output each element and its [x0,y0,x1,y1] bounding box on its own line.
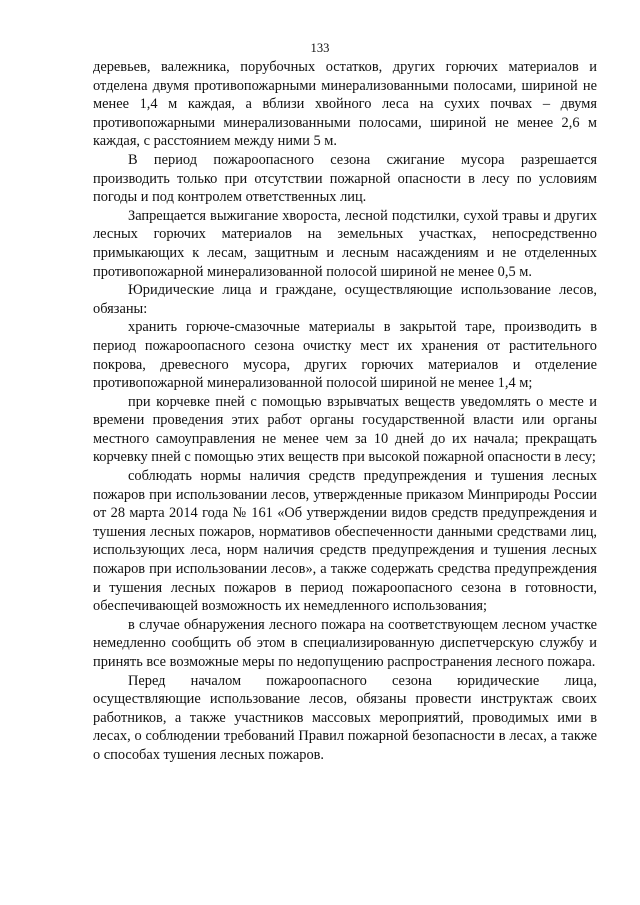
paragraph-instruction: Перед началом пожароопасного сезона юридические лица, осуществляющие использование лесов, обязаны провести инструктаж своих работников, а также участников массовых мероприятий, проводимых ими в лесах, о соблюдении требований Правил пожарной безопасности в лесах, а также о способах тушения лесных пожаров. [93,672,597,763]
list-item-stump-removal: при корчевке пней с помощью взрывчатых веществ уведомлять о месте и времени проведения этих работ органы государственной власти или органы местного самоуправления не менее чем за 10 дней до их начала; прекращать корчевку пней с помощью этих веществ при высокой пожарной опасности в лесу; [93,393,597,466]
paragraph-obligations-intro: Юридические лица и граждане, осуществляющие использование лесов, обязаны: [93,282,597,317]
list-item-equipment-norms: соблюдать нормы наличия средств предупреждения и тушения лесных пожаров при использовании лесов, утвержденные приказом Минприроды России от 28 марта 2014 года № 161 «Об утверждении видов средств предупреждения и тушения лесных пожаров, нормативов обеспеченности данными средствами лиц, использующих леса, норм наличия средств предупреждения и тушения лесных пожаров при использовании лесов», а также содержать средства предупреждения и тушения лесных пожаров в период пожароопасного сезона в готовности, обеспечивающей возможность их немедленного использования; [93,468,597,615]
document-body [93,58,597,765]
paragraph-waste-burning: В период пожароопасного сезона сжигание мусора разрешается производить только при отсутствии пожарной опасности в лесу по условиям погоды и под контролем ответственных лиц. [93,151,597,206]
list-item-fire-report: в случае обнаружения лесного пожара на соответствующем лесном участке немедленно сообщить об этом в специализированную диспетчерскую службу и принять все возможные меры по недопущению распространения лесного пожара. [93,616,597,670]
page-number: 133 [310,41,330,55]
paragraph-continuation: деревьев, валежника, порубочных остатков, других горючих материалов и отделена двумя противопожарными минерализованными полосами, шириной не менее 1,4 м каждая, а вблизи хвойного леса на сухих почвах – двумя противопожарными минерализованными полосами, шириной не менее 2,6 м каждая, с расстоянием между ними 5 м. [93,59,597,150]
paragraph-burning-prohibition: Запрещается выжигание хвороста, лесной подстилки, сухой травы и других лесных горючих материалов на земельных участках, непосредственно примыкающих к лесам, защитным и лесным насаждениям и не отделенных противопожарной минерализованной полосой шириной не менее 0,5 м. [93,207,597,280]
list-item-fuel-storage: хранить горюче-смазочные материалы в закрытой таре, производить в период пожароопасного сезона очистку мест их хранения от растительного покрова, древесного мусора, других горючих материалов и отделение противопожарной минерализованной полосой шириной не менее 1,4 м; [93,319,597,392]
